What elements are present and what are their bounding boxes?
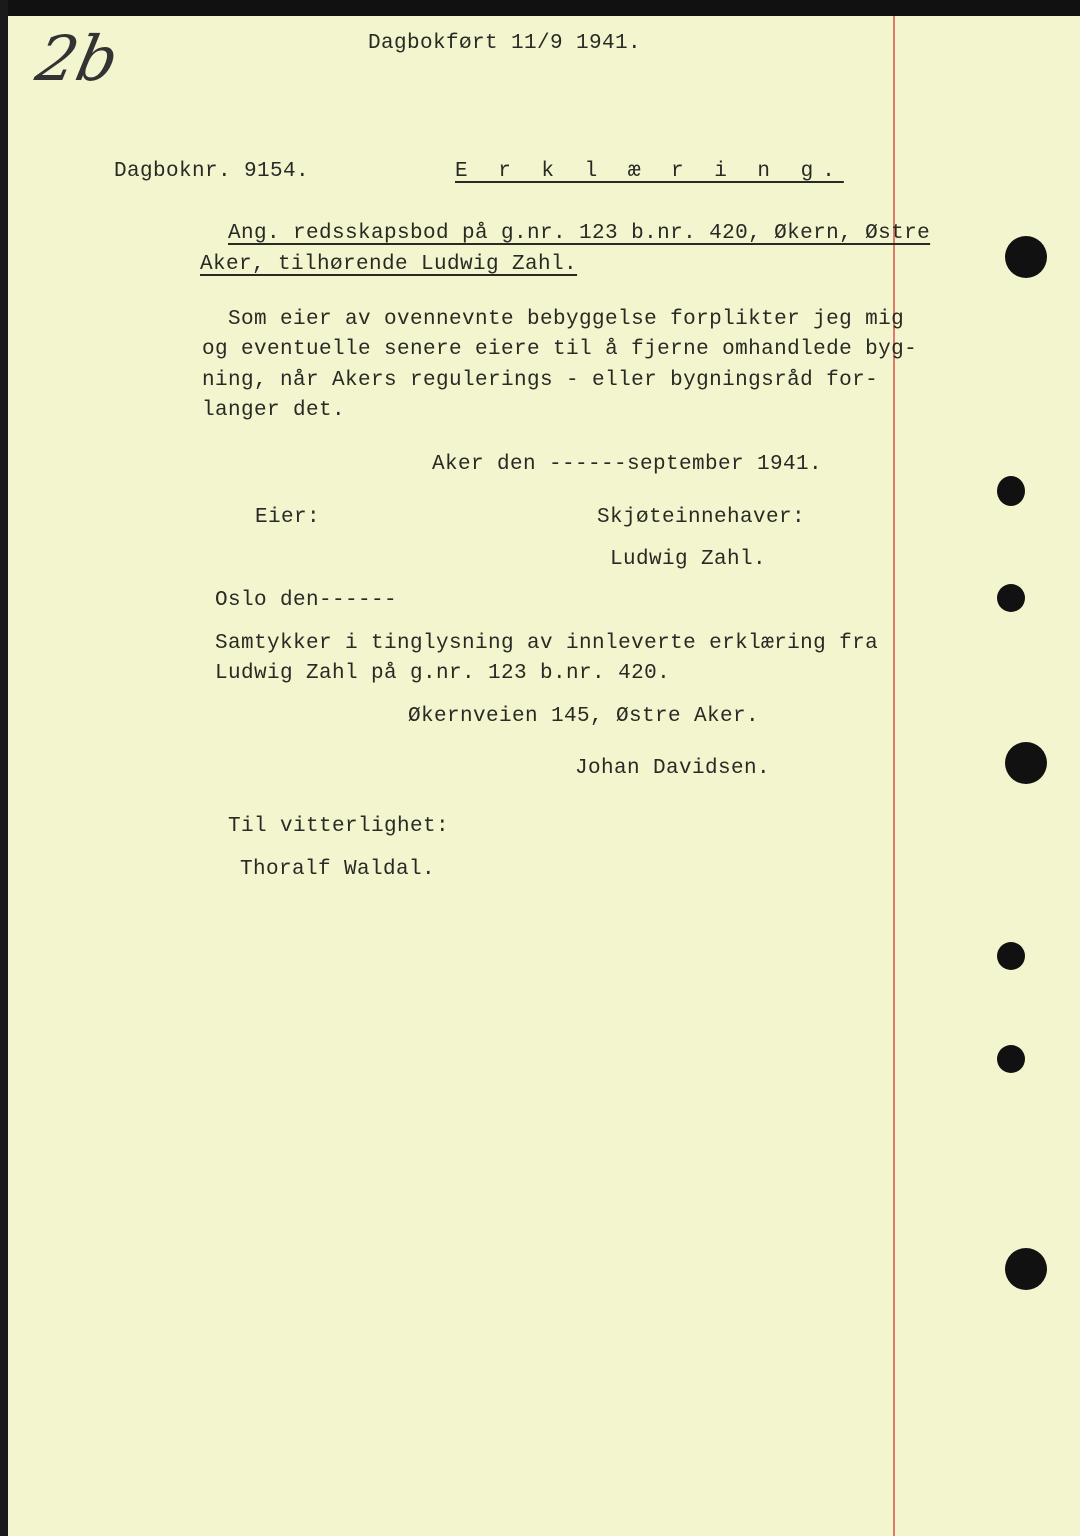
deed-holder-label: Skjøteinnehaver: xyxy=(597,506,806,529)
body-line-1: Som eier av ovennevnte bebyggelse forplikter jeg mig xyxy=(228,308,905,331)
punch-hole xyxy=(1005,1248,1047,1290)
subject-line-2: Aker, tilhørende Ludwig Zahl. xyxy=(200,253,578,276)
witness-label: Til vitterlighet: xyxy=(228,815,450,838)
punch-hole xyxy=(997,1045,1025,1073)
place-date: Aker den ------september 1941. xyxy=(432,453,823,476)
punch-hole xyxy=(1005,236,1047,278)
witness-name: Thoralf Waldal. xyxy=(240,858,436,881)
punch-hole xyxy=(997,942,1025,970)
oslo-date: Oslo den------ xyxy=(215,589,398,612)
body-line-2: og eventuelle senere eiere til å fjerne omhandlede byg- xyxy=(202,338,918,361)
scan-edge xyxy=(0,0,8,1536)
punch-hole xyxy=(997,476,1025,506)
document-title: E r k l æ r i n g. xyxy=(455,160,844,183)
body-line-4: langer det. xyxy=(202,399,346,422)
signer: Johan Davidsen. xyxy=(575,757,771,780)
body-line-3: ning, når Akers regulerings - eller bygningsråd for- xyxy=(202,369,879,392)
consent-line-2: Ludwig Zahl på g.nr. 123 b.nr. 420. xyxy=(215,662,671,685)
owner-label: Eier: xyxy=(255,506,321,529)
scan-border xyxy=(0,0,1080,16)
registered-stamp: Dagbokført 11/9 1941. xyxy=(368,32,642,55)
journal-number: Dagboknr. 9154. xyxy=(114,160,310,183)
address: Økernveien 145, Østre Aker. xyxy=(408,705,760,728)
punch-hole xyxy=(1005,742,1047,784)
punch-hole xyxy=(997,584,1025,612)
consent-line-1: Samtykker i tinglysning av innleverte erklæring fra xyxy=(215,632,879,655)
handwritten-folio: 2b xyxy=(30,22,125,95)
subject-line-1: Ang. redsskapsbod på g.nr. 123 b.nr. 420, Økern, Østre xyxy=(228,222,931,245)
deed-holder-name: Ludwig Zahl. xyxy=(610,548,767,571)
